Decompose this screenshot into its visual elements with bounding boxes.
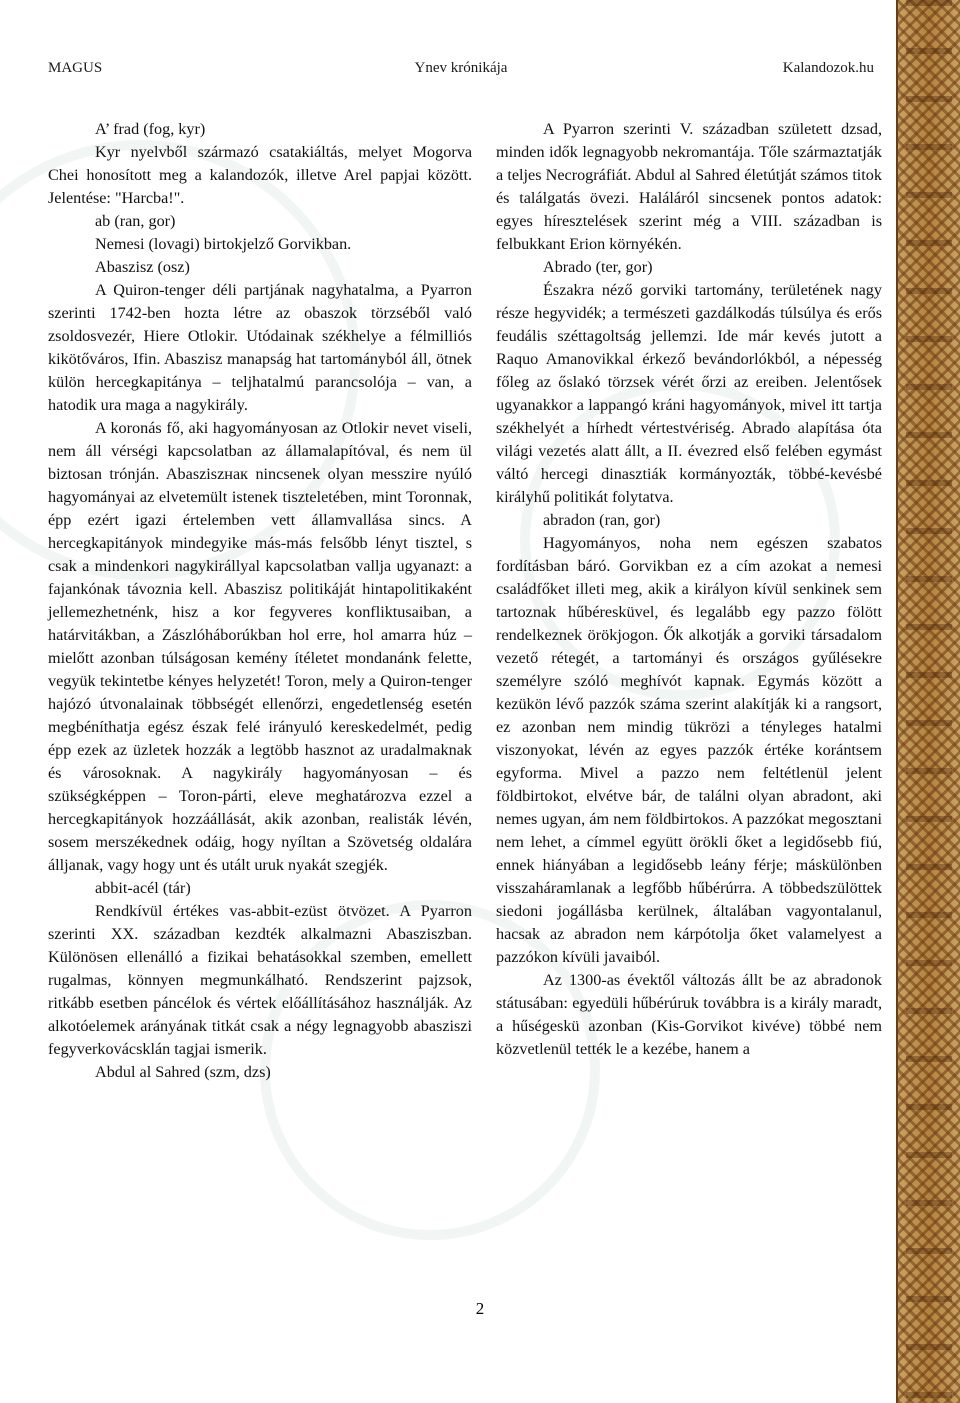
entry-heading: Abrado (ter, gor) [543, 258, 653, 276]
page-number: 2 [475, 1299, 485, 1318]
entry-paragraph: Nemesi (lovagi) birtokjelző Gorvikban. [95, 235, 352, 253]
page-header [48, 60, 874, 82]
entry-paragraph: Hagyományos, noha nem egészen szabatos fordításban báró. Gorvikban ez a cím azokat a nemesi családfőket illeti meg, akik a királyon kívül senkinek sem tartoznak hűbéresküvel, és legalább egy pazzo fölött rendelkeznek örökjogon. Ők alkotják a gorviki társadalom vezető rétegét, a tartományi és országos gyűlésekre személyre szóló meghívót kapnak. Egymás között a kezükön lévő pazzók száma szerint alakítják ki a rangsort, ez azonban nem mindig tükrözi a tényleges hatalmi viszonyokat, lévén az egyes pazzók értéke korántsem egyforma. Mivel a pazzo nem feltétlenül jelent földbirtokot, elvétve bár, de találni olyan abradont, aki nemes ugyan, ám nem földbirtokos. A pazzókat megosztani nem lehet, a címmel együtt örökli őket a legidősebb fiú, ennek hiányában a legidősebb leány férje; máskülönben visszaháramlanak a legfőbb hűbérúrra. A többedszülöttek siedoni jogállásba kerülnek, általában vagyontalanul, hacsak az abradon nem kárpótolja őket valamelyest a pazzókon kívüli javaiból. [496, 534, 882, 966]
entry-heading: Abdul al Sahred (szm, dzs) [95, 1063, 271, 1081]
entry-paragraph: A Quiron-tenger déli partjának nagyhatalma, a Pyarron szerinti 1742-ben hozta létre az obaszok törzséből való zsoldosvezér, Hiere Otlokir. Utódainak székhelye a félmilliós kikötőváros, Ifin. Abaszisz manapság hat tartományból áll, ötnek külön hercegkapitánya – teljhatalmú parancsolója – van, a hatodik ura maga a nagykirály. [48, 281, 472, 414]
header-left-title: MAGUS [48, 60, 103, 76]
entry-paragraph: Kyr nyelvből származó csatakiáltás, melyet Mogorva Chei honosított meg a kalandozók, illetve Arel papjai között. Jelentése: "Harcba!". [48, 143, 472, 207]
right-column [496, 118, 882, 1061]
header-right-title: Kalandozok.hu [782, 60, 874, 76]
entry-paragraph: A koronás fő, aki hagyományosan az Otlokir nevet viseli, nem áll vérségi kapcsolatban az államalapítóval, és nem ül biztosan trónján. Abasziszнак nincsenek olyan messzire nyúló hagyományai az elvetemült istenek tiszteletében, mint Toronnak, épp ezért igazi értelemben vett államvallása sincs. A hercegkapitányok mindegyike más-más felsőbb lényt tisztel, s csak a mindenkori nagykirállyal kapcsolatban vallja ugyanazt: a fajankónak távoznia kell. Abaszisz politikáját hintapolitikaként jellemezhetnénk, hisz a kor fegyveres konfliktusaiban, a határvitákban, a Zászlóháborúkban hol erre, hol amarra húz – mielőtt azonban túlságosan kemény ítéletet mondanánk felette, vegyük tekintetbe kényes helyzetét! Toron, mely a Quiron-tenger hajózó útvonalainak többségét ellenőrzi, engedetlenség esetén megbéníthatja egész észak felé irányuló kereskedelmét, pedig épp ezek az üzletek hozzák a legtöbb hasznot az uradalmaknak és városoknak. A nagykirály hagyományosan – és szükségképpen – Toron-párti, eleve meghatározva ezzel a hercegkapitányok hozzáállását, akik azonban, realisták lévén, sosem merszékednek odáig, hogy nyíltan a Szövetség oldalára álljanak, vagy hogy unt és utált uruk nyakát szegjék. [48, 419, 472, 874]
header-center-title: Ynev krónikája [414, 60, 508, 76]
entry-heading: abbit-acél (tár) [95, 879, 191, 897]
left-column [48, 118, 472, 1084]
entry-heading: A’ frad (fog, kyr) [95, 120, 206, 138]
entry-paragraph: Rendkívül értékes vas-abbit-ezüst ötvözet. A Pyarron szerinti XX. században kezdték alkalmazni Abasziszban. Különösen ellenálló a fizikai behatásokkal szemben, emellett rugalmas, könnyen megmunkálható. Rendszerint pajzsok, ritkább esetben páncélok és vértek előállításához használják. Az alkotóelemek arányának titkát csak a négy legnagyobb abasziszi fegyverkovácsklán tagjai ismerik. [48, 902, 472, 1058]
entry-heading: Abaszisz (osz) [95, 258, 190, 276]
entry-paragraph: Az 1300-as évektől változás állt be az abradonok státusában: egyedüli hűbérúruk továbbra is a király maradt, a hűségeskü azonban (Kis-Gorvikot kivéve) többé nem közvetlenül tették le a kezébe, hanem a [496, 971, 882, 1058]
entry-heading: ab (ran, gor) [95, 212, 176, 230]
entry-paragraph: Északra néző gorviki tartomány, területének nagy része hegyvidék; a természeti gazdálkodás túlsúlya és erős feudális széttagoltság jellemzi. Ide már kevés jutott a Raquo Amanovikkal érkező bevándorlókból, a népesség főleg az őslakó törzsek vérét őrzi az ereiben. Jelentősek ugyanakkor a lappangó kráni hagyományok, mivel itt tartja székhelyét a hírhedt vértestvériség. Abrado alapítása óta világi vezetés alatt állt, a II. évezred első felében egymást váltó hercegi dinasztiák kormányozták, többé-kevésbé királyhű politikát folytatva. [496, 281, 882, 506]
entry-paragraph: A Pyarron szerinti V. században született dzsad, minden idők legnagyobb nekromantája. Tőle származtatják a teljes Necrográfiát. Abdul al Sahred életútját számos titok és találgatás övezi. Haláláról sincsenek pontos adatok: egyes híresztelések szerint még a VIII. században is felbukkant Erion környékén. [496, 120, 882, 253]
decorative-side-border [896, 0, 960, 1403]
entry-heading: abradon (ran, gor) [543, 511, 661, 529]
